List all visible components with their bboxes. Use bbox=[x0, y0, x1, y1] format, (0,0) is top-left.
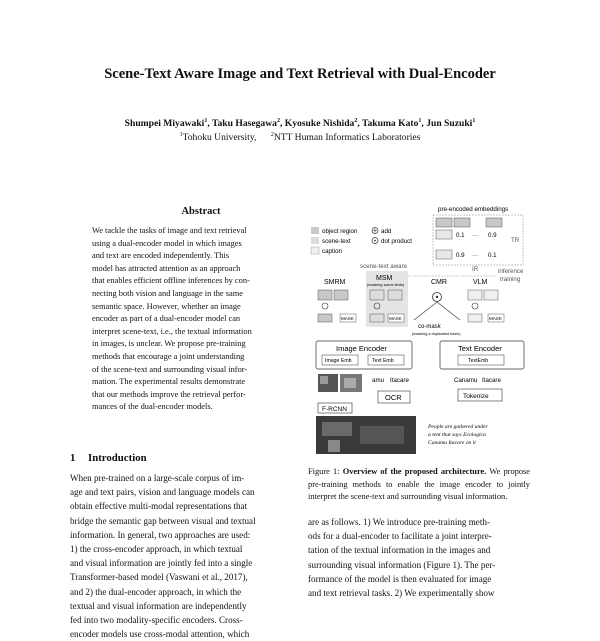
abstract-line: semantic space. However, whether an image bbox=[92, 301, 241, 311]
pre-encoded-label: pre-encoded embeddings bbox=[438, 206, 509, 213]
author: Shumpei Miyawaki$^1$, bbox=[124, 117, 212, 129]
abstract-line: model has attracted attention as an approach bbox=[92, 263, 241, 273]
abstract-line: We tackle the tasks of image and text retrieval bbox=[92, 226, 247, 235]
matrix-value: 0.1 bbox=[488, 252, 497, 259]
matrix-dots: ··· bbox=[472, 232, 479, 239]
ocr-word: Itacare bbox=[390, 377, 409, 384]
affiliation: $^2$NTT Human Informatics Laboratories bbox=[270, 131, 421, 143]
section-number: 1 bbox=[70, 452, 76, 464]
legend-swatch bbox=[311, 237, 319, 244]
body-line: are as follows. 1) We introduce pre-training meth- bbox=[308, 517, 490, 527]
matrix-dots: ··· bbox=[472, 252, 479, 259]
abstract-line: interpret scene-text, i.e., the textual information bbox=[92, 326, 252, 336]
matrix-value: 0.9 bbox=[456, 252, 465, 259]
body-line: formance of the model is then evaluated for image bbox=[308, 573, 492, 584]
caption-word: Canamu bbox=[454, 377, 478, 384]
add-icon bbox=[472, 303, 478, 309]
cmr-label: CMR bbox=[431, 279, 447, 286]
inference-label: inference bbox=[498, 268, 524, 275]
dot-product-icon bbox=[374, 240, 376, 242]
body-line: information. In general, two approaches are used: bbox=[70, 529, 251, 540]
text-encoder-label: Text Encoder bbox=[458, 344, 502, 353]
abstract-line: that enables efficient offline inferences by con- bbox=[92, 276, 250, 286]
tokenize-label: Tokenize bbox=[463, 393, 489, 400]
abstract-line: and text are encoded independently. This bbox=[92, 251, 229, 261]
abstract-line: methods that encourage a joint understanding bbox=[92, 351, 245, 361]
abstract-line: mation. The experimental results demonstrate bbox=[92, 377, 246, 387]
image-emb-label: Image Emb bbox=[325, 358, 352, 364]
abstract-line: encoder as part of a dual-encoder model can bbox=[92, 314, 241, 324]
body-line: Transformer-based model (Vaswani et al., 2017), bbox=[70, 572, 248, 583]
legend-label: object region bbox=[322, 228, 358, 235]
body-line: textual and visual information are independently bbox=[70, 600, 247, 611]
ir-label: IR bbox=[472, 266, 479, 273]
frcnn-label: F-RCNN bbox=[322, 406, 347, 413]
ocr-label: OCR bbox=[385, 393, 402, 402]
body-line: and text retrieval tasks. 2) We experimentally show bbox=[308, 588, 495, 599]
tr-label: TR bbox=[511, 237, 520, 244]
body-line: and visual information are jointly fed into a single bbox=[70, 558, 253, 569]
right-column-body bbox=[308, 515, 530, 600]
input-caption-line: a tent that says Ecologica bbox=[428, 432, 486, 438]
matrix-value: 0.1 bbox=[456, 232, 465, 239]
caption-text: We propose pre-training methods to enable the image encoder to jointly interpret the scene-text and surrounding visual information. bbox=[308, 467, 530, 502]
abstract-line: that our methods improve the retrieval perfor- bbox=[92, 389, 246, 399]
image-encoder-label: Image Encoder bbox=[336, 344, 387, 353]
matrix-value: 0.9 bbox=[488, 232, 497, 239]
author: Jun Suzuki$^1$ bbox=[426, 117, 476, 129]
caption-bold: Overview of the proposed architecture. bbox=[342, 467, 487, 476]
figure-caption bbox=[308, 466, 530, 504]
body-line: fed into two modality-specific encoders. Cross- bbox=[70, 615, 243, 626]
architecture-figure bbox=[308, 202, 532, 454]
legend-swatch bbox=[311, 227, 319, 234]
body-line: bridge the semantic gap between visual and textual bbox=[70, 515, 256, 526]
intro-body bbox=[70, 471, 332, 641]
input-caption-line: Canamu Itacare on it bbox=[428, 440, 476, 446]
smrm-label: SMRM bbox=[324, 279, 346, 286]
abstract-heading: Abstract bbox=[181, 206, 221, 217]
section-title: Introduction bbox=[88, 452, 147, 464]
affiliations bbox=[0, 132, 600, 143]
abstract-line: using a dual-encoder model in which images bbox=[92, 238, 242, 248]
paper-title: Scene-Text Aware Image and Text Retrieval with Dual-Encoder bbox=[104, 66, 496, 82]
body-line: age and text pairs, vision and language models can bbox=[70, 487, 255, 498]
abstract-line: mances of the dual-encoder models. bbox=[92, 402, 213, 412]
text-emb-label: TextEmb bbox=[468, 358, 489, 364]
dot-product-icon bbox=[436, 296, 438, 298]
similarity-matrix bbox=[433, 215, 523, 273]
add-icon bbox=[322, 303, 328, 309]
abstract-body bbox=[92, 225, 310, 414]
legend-label: scene-text bbox=[322, 238, 351, 245]
mask-token: MASK bbox=[389, 316, 402, 321]
section-heading bbox=[70, 452, 147, 464]
text-emb-label: Text Emb bbox=[372, 358, 394, 364]
affiliation: $^1$Tohoku University, bbox=[179, 131, 257, 143]
legend-label: add bbox=[381, 228, 392, 235]
mask-token: MASK bbox=[489, 316, 502, 321]
comask-sub: (masking a duplicated token) bbox=[412, 332, 461, 336]
legend-swatch bbox=[311, 247, 319, 254]
author: Takuma Kato$^1$, bbox=[361, 117, 427, 129]
abstract-line: in images, is unclear. We propose pre-training bbox=[92, 339, 246, 349]
comask-label: co-mask bbox=[418, 324, 441, 330]
author: Taku Hasegawa$^2$, bbox=[211, 117, 285, 129]
caption-label: Figure 1: bbox=[308, 467, 343, 476]
abstract-line: necting both vision and language in the same bbox=[92, 288, 243, 298]
body-line: When pre-trained on a large-scale corpus of im- bbox=[70, 473, 245, 483]
mask-token: MASK bbox=[341, 316, 354, 321]
add-icon bbox=[373, 229, 377, 233]
legend-label: dot product bbox=[381, 238, 412, 245]
body-line: and 2) the dual-encoder approach, in which the bbox=[70, 586, 242, 597]
body-line: tation of the textual information in the images and bbox=[308, 545, 491, 556]
input-caption-line: People are gathered under bbox=[428, 424, 488, 430]
abstract-line: of the scene-text and surrounding visual infor- bbox=[92, 364, 248, 374]
body-line: obtain effective multi-modal representations that bbox=[70, 501, 248, 512]
body-line: 1) the cross-encoder approach, in which textual bbox=[70, 544, 243, 555]
body-line: ods for a dual-encoder to facilitate a joint interpre- bbox=[308, 531, 492, 542]
legend bbox=[311, 227, 412, 255]
author-list bbox=[0, 118, 600, 129]
body-line: surrounding visual information (Figure 1). The per- bbox=[308, 559, 496, 570]
caption-word: Itacare bbox=[482, 377, 501, 384]
legend-label: caption bbox=[322, 248, 342, 255]
msm-sub: (masking scene-texts) bbox=[367, 283, 405, 287]
author: Kyosuke Nishida$^2$, bbox=[284, 117, 362, 129]
token-cells bbox=[318, 290, 504, 322]
vlm-label: VLM bbox=[473, 279, 488, 286]
scene-text-aware-label: scene-text aware bbox=[360, 263, 408, 270]
training-label: training bbox=[500, 276, 521, 283]
ocr-word: amu bbox=[372, 377, 385, 384]
body-line: encoder models use cross-modal attention, which bbox=[70, 629, 250, 640]
msm-label: MSM bbox=[376, 275, 393, 282]
